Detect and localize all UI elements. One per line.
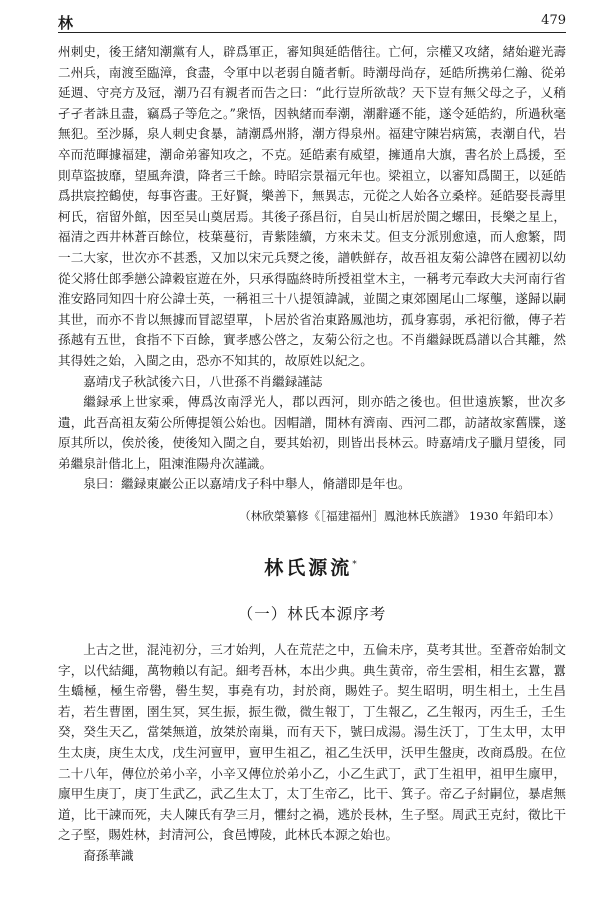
page-header (58, 10, 566, 33)
source-citation: （林欣榮纂修《［福建福州］鳳池林氏族譜》 1930 年鉛印本） (239, 509, 560, 524)
paragraph-lin-origin: 上古之世，混沌初分，三才始判，人在荒茫之中，五倫未序，莫考其世。至蒼帝始制文字，以代結繩，萬物賴以有記。細考吾林，本出少典。典生黄帝，帝生雲相，相生玄囂，囂生蟜極，極生帝嚳，嚳生契，事堯有功，封於商，賜姓子。契生昭明，明生相土，土生昌若，若生曹圉，圉生冥，冥生振，振生微，微生報丁，丁生報乙，乙生報丙，丙生壬，壬生癸，癸生天乙，當桀無道，放桀於南巢，而有天下，號曰成湯。湯生沃丁，丁生太甲，太甲生太庚，庚生太戊，戊生河亶甲，亶甲生祖乙，祖乙生沃甲，沃甲生盤庚，改商爲殷。在位二十八年，傳位於弟小辛，小辛又傳位於弟小乙，小乙生武丁，武丁生祖甲，祖甲生廪甲，廪甲生庚丁，庚丁生武乙，武乙生太丁，太丁生帝乙，比干、箕子。帝乙子紂嗣位，暴虐無道，比干諫而死，夫人陳氏有孕三月，懼紂之禍，逃於長林，生子堅。周武王克紂，徵比干之子堅，賜姓林，封清河公，食邑博陵，此林氏本源之始也。 (58, 642, 566, 843)
footnote-mark: * (352, 559, 360, 570)
paragraph-quan-note: 泉曰：繼録東巖公正以嘉靖戊子科中舉人，脩譜即是年也。 (83, 476, 411, 492)
running-title: 林 (58, 14, 74, 32)
paragraph-jilu-note: 繼録承上世家乘，傳爲汝南浮光人，郡以西河，則亦皓之後也。但世遠族繁，世次多遺，此吾高祖友菊公所傳提領公始也。因帽譜，閒林有濟南、西河二郡，訪諸故家舊牒，遂原其所以，俟於後，使後知入閩之自，要其始初，則皆出長林云。時嘉靖戊子臘月望後，同弟繼泉計偕北上，阻涷淮陽舟次謹識。 (58, 394, 566, 471)
page-body (58, 42, 566, 867)
signature-line-hua: 裔孫華識 (83, 848, 134, 863)
signature-line-jiajing: 嘉靖戊子秋試後六日，八世孫不肖繼録謹誌 (83, 373, 323, 389)
subsection-title: （一）林氏本源序考 (237, 605, 387, 624)
section-title-text: 林氏源流 (264, 557, 353, 580)
page-number: 479 (541, 13, 566, 28)
paragraph-genealogy-preface: 州刺史，後王緒知潮黨有人，辟爲軍正，審知與延皓偕往。亡何，宗權又攻緒，緒始避光壽二州兵，南渡至臨漳，食盡，令軍中以老弱自隨者斬。時潮母尚存，延皓所携弟仁瀚、從弟延週、守亮方及冠，潮乃召有親者而告之曰：“此行豈所欲哉？天下豈有無父母之子，乂稍孑孑者誅且盡，竊爲子等危之。”衆悟，因執緒而奉潮，潮辭遜不能，遂令延皓約，所過秋毫無犯。至沙縣，泉人刺史食暴，請潮爲州將，潮方得泉州。福建守陳岩病篤，表潮自代，岩卒而范暉據福建，潮命弟審知攻之，不克。延皓素有威望，擁通帛大旗，書名於上爲援，至則草盜披靡，望風奔潰，降者三千餘。時昭宗景福元年也。梁祖立，以審知爲閩王，以延皓爲拱宸控鶴使，每事咨畫。王好賢，樂善下，無異志，元從之人始各立桑梓。延皓娶長壽里柯氏，宿留外館，因至吴山奠居焉。其後子孫昌衍，自吴山析居於閩之螺田，長樂之星上，福清之西井林蒼百餘位，枝葉蔓衍，青紫陸續，方來未艾。但支分派別愈遠，而人愈繁，問一二大家，世次亦不甚悉，又加以宋元兵燹之後，譜帙鮮存，故吾祖友菊公諱啓在國初以幼從父將仕郎季戀公諱穀宦遊在外，只承得臨終時所授祖堂木主，一稱考元奉政大夫河南行省淮安路同知四十府公諱士英，一稱祖三十八提領諱誠，並閩之東郊園尾山二塚壟，遂歸以嗣其世，而亦不肯以無據而冒認望單，卜居於省治東路鳳池坊，孤身寡弱，承祀衍徹，傳子若孫越有五世，食指不下百餘，實孝感公啓之，友菊公衍之也。不肖繼録既爲譜以合其離，然其得姓之始，入閩之由，恐亦不知其的，故原姓以紀之。 (58, 44, 566, 368)
section-title (58, 553, 566, 580)
